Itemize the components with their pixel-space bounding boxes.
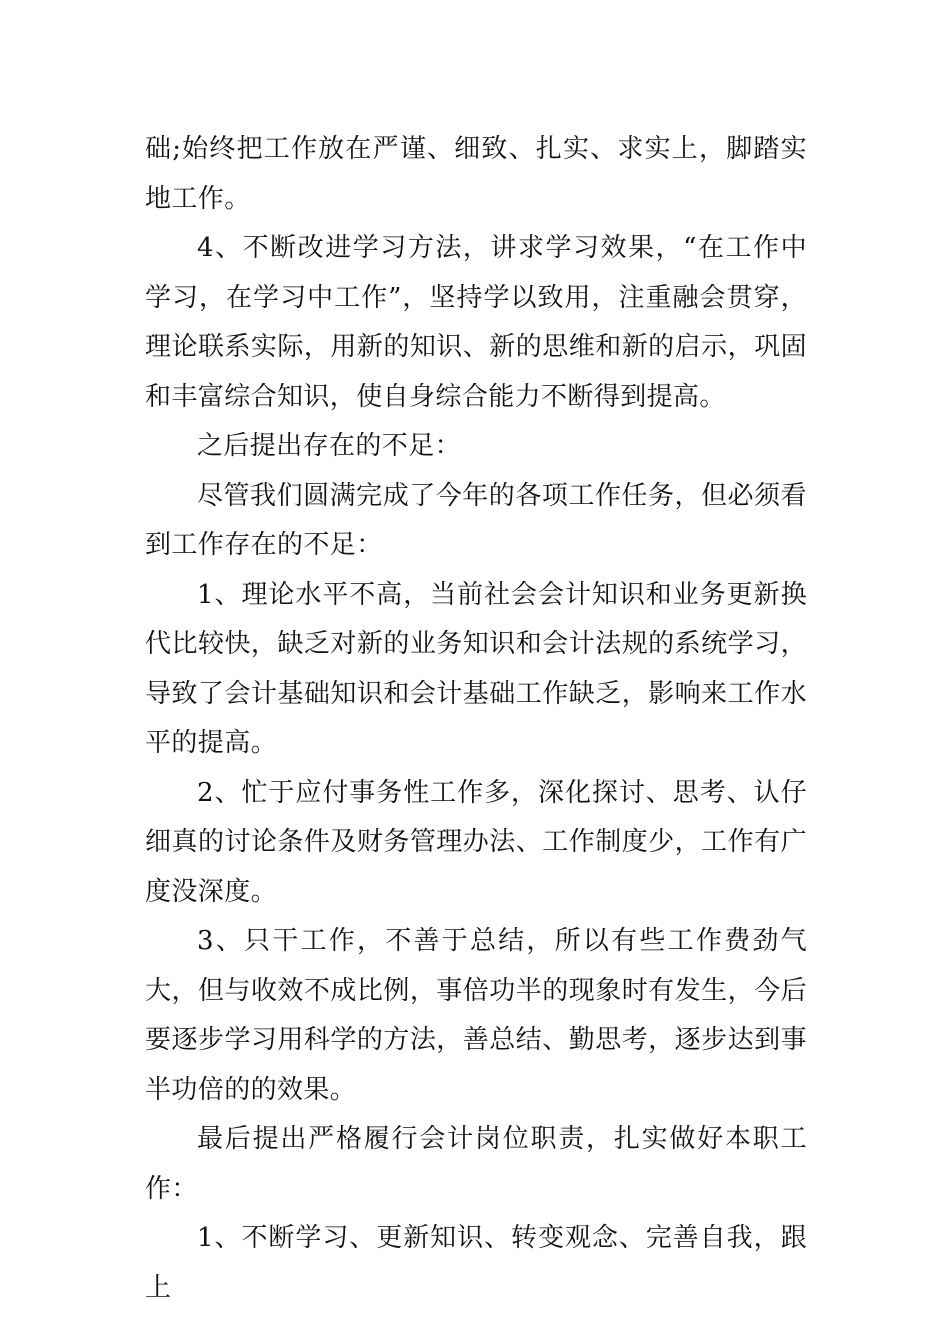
- body-text: [145, 125, 807, 1313]
- paragraph-shortcoming-3: 3、只干工作，不善于总结，所以有些工作费劲气大，但与收效不成比例，事倍功半的现象时有发生，今后要逐步学习用科学的方法，善总结、勤思考，逐步达到事半功倍的的效果。: [145, 926, 807, 1105]
- paragraph-continuation: 础;始终把工作放在严谨、细致、扎实、求实上，脚踏实地工作。: [145, 134, 807, 214]
- paragraph-duties-intro: 最后提出严格履行会计岗位职责，扎实做好本职工作：: [145, 1124, 807, 1204]
- paragraph-duty-1: 1、不断学习、更新知识、转变观念、完善自我，跟上: [145, 1223, 807, 1303]
- paragraph-shortcoming-2: 2、忙于应付事务性工作多，深化探讨、思考、认仔细真的讨论条件及财务管理办法、工作制度少，工作有广度没深度。: [145, 777, 807, 907]
- paragraph-shortcomings-intro: 之后提出存在的不足：: [197, 431, 462, 461]
- paragraph-shortcoming-1: 1、理论水平不高，当前社会会计知识和业务更新换代比较快，缺乏对新的业务知识和会计法规的系统学习，导致了会计基础知识和会计基础工作缺乏，影响来工作水平的提高。: [145, 579, 807, 758]
- paragraph-shortcomings-summary: 尽管我们圆满完成了今年的各项工作任务，但必须看到工作存在的不足：: [145, 480, 807, 560]
- paragraph-item-4-study-method: 4、不断改进学习方法，讲求学习效果，“在工作中学习，在学习中工作”，坚持学以致用，注重融会贯穿，理论联系实际，用新的知识、新的思维和新的启示，巩固和丰富综合知识，使自身综合能力不断得到提高。: [145, 233, 807, 412]
